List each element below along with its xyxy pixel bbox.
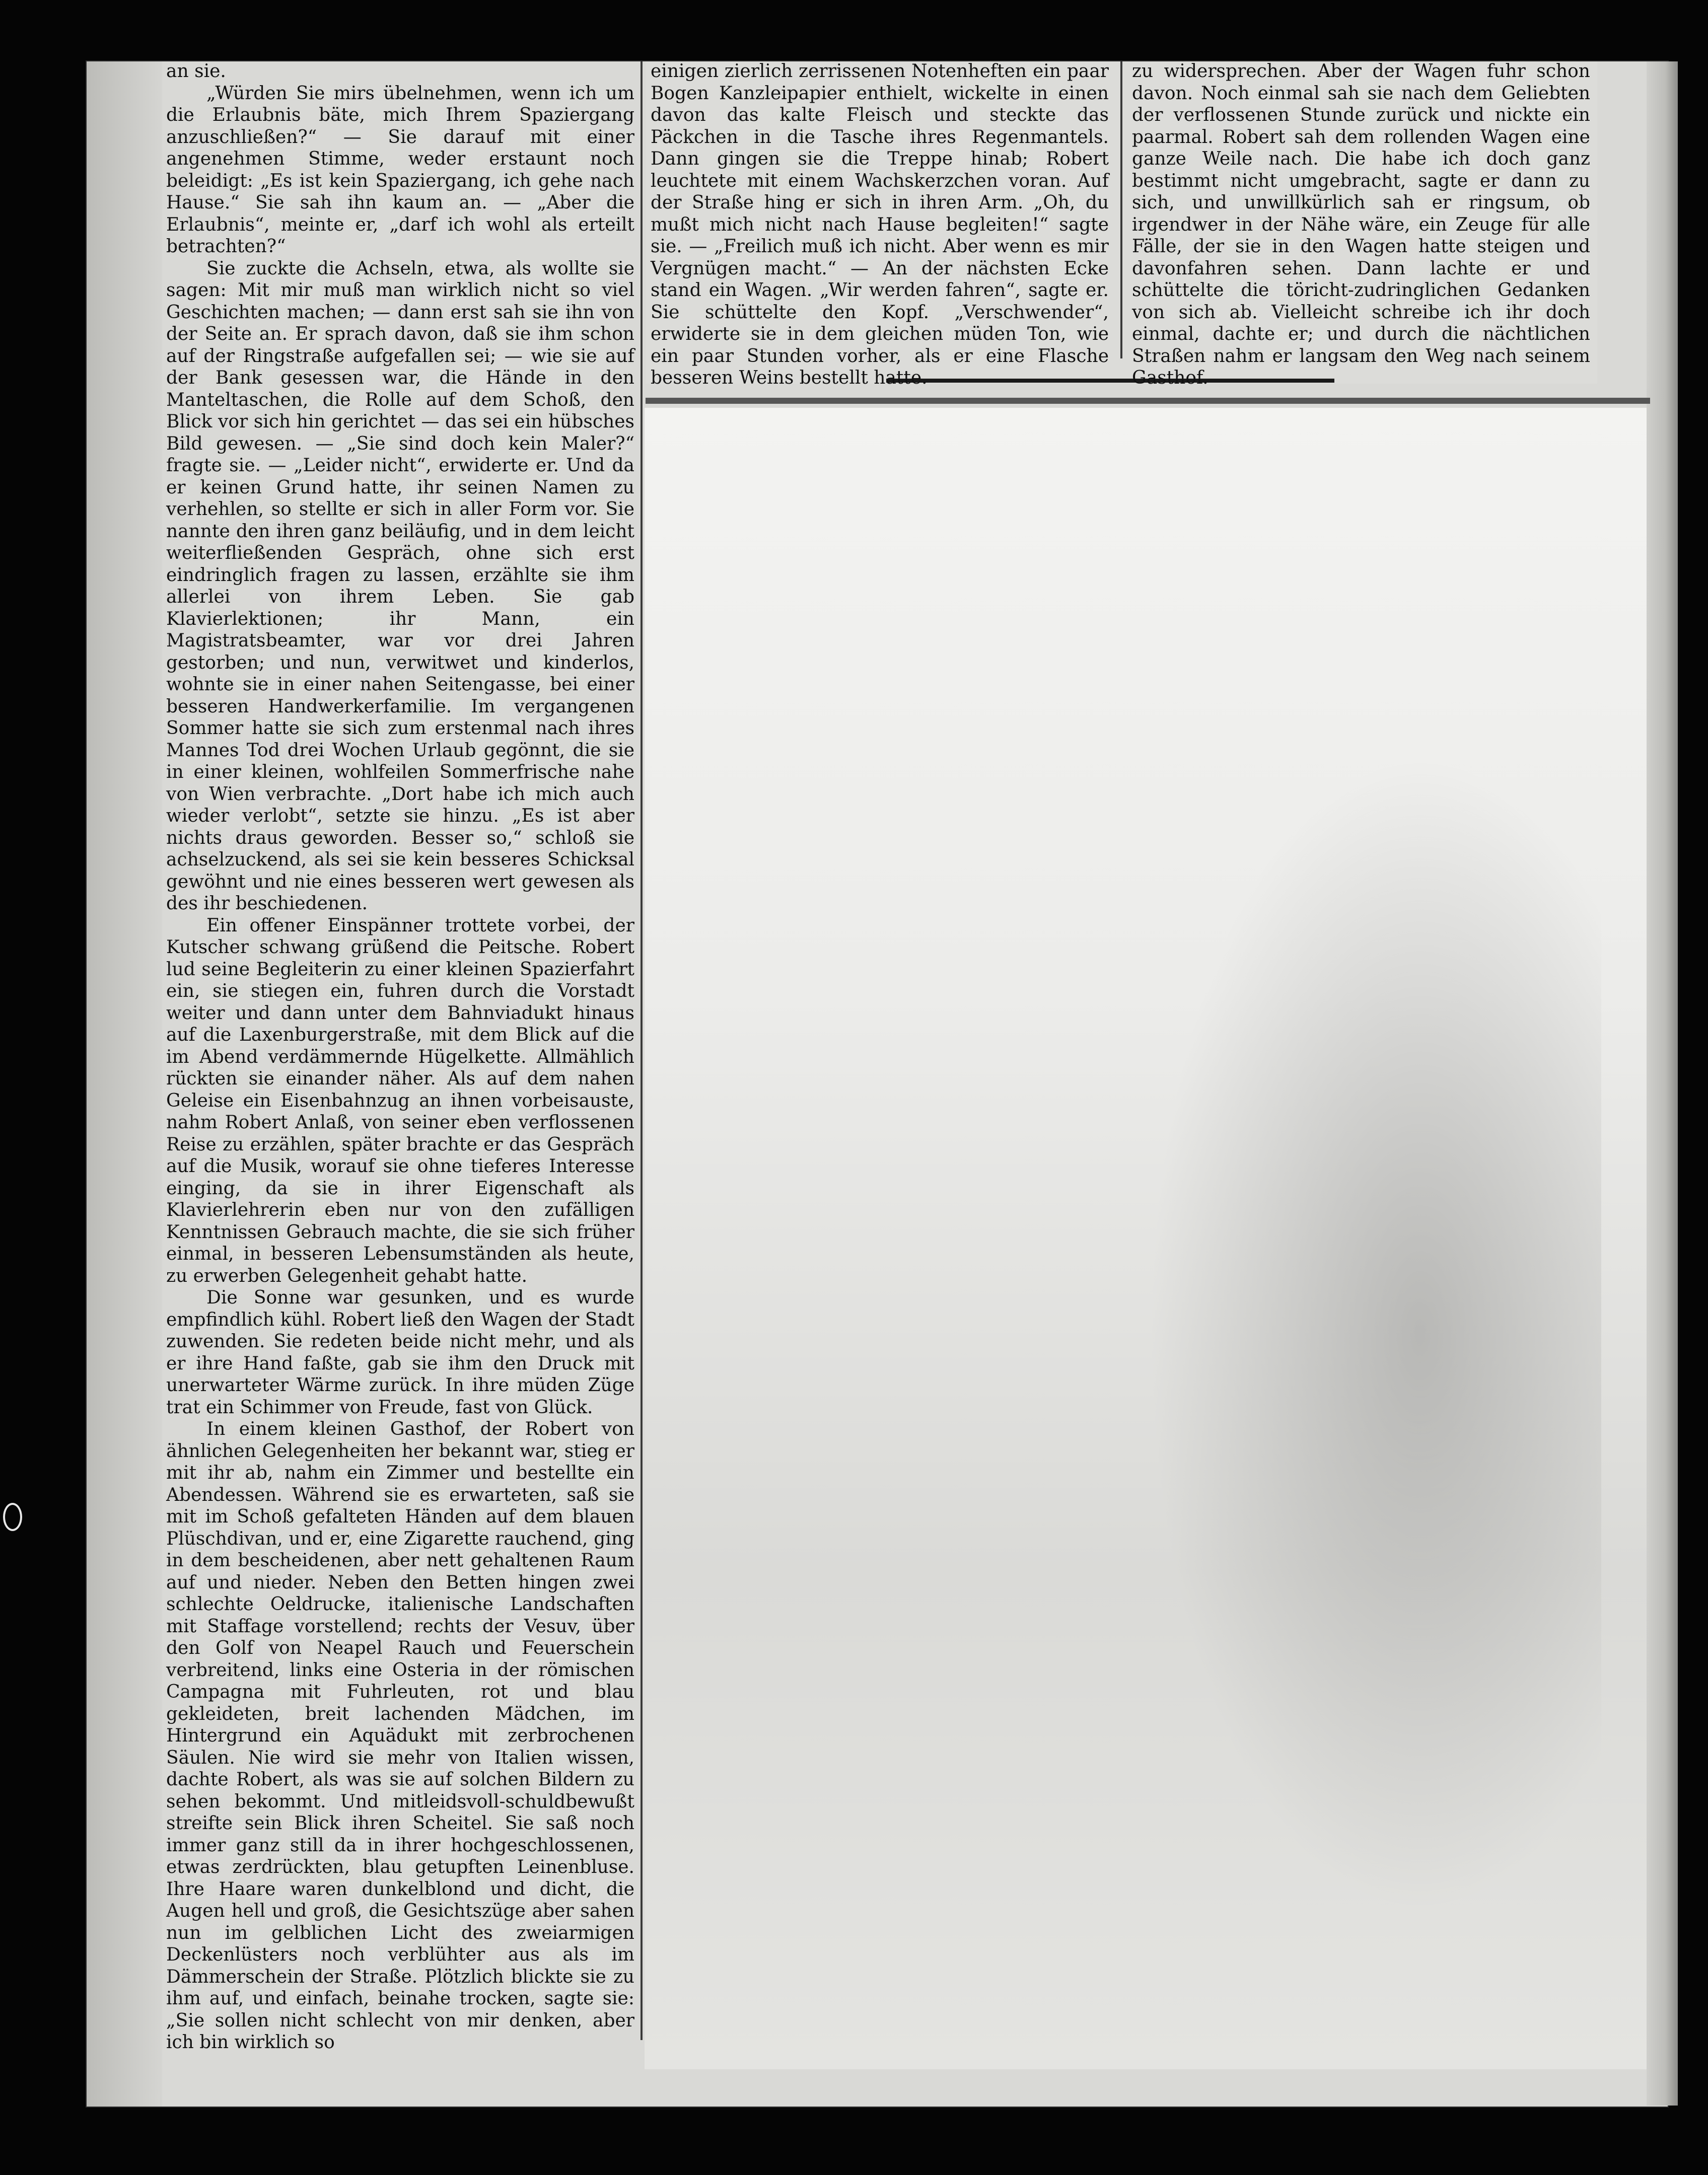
paragraph: Die Sonne war gesunken, und es wurde empfindlich kühl. Robert ließ den Wagen der Stadt zuwenden. Sie redeten beide nicht mehr, und als er ihre Hand faßte, gab sie ihm den Druck mit unerwarteter Wärme zurück. In ihre müden Züge trat ein Schimmer von Freude, fast von Glück.: [166, 1287, 634, 1418]
paragraph: an sie.: [166, 61, 226, 82]
paper-stain: [1148, 755, 1601, 1913]
page-margin: [87, 61, 162, 2107]
column-divider: [640, 61, 643, 2040]
page-edge: [1647, 61, 1678, 2106]
left-text-column: [166, 60, 634, 2054]
film-frame-mark: [3, 1503, 22, 1531]
paragraph: Sie zuckte die Achseln, etwa, als wollte sie sagen: Mit mir muß man wirklich nicht so viel Geschichten machen; — dann erst sah sie ihn von der Seite an. Er sprach davon, daß sie ihm schon auf der Ringstraße aufgefallen sei; — wie sie auf der Bank gesessen war, die Hände in den Manteltaschen, die Rolle auf dem Schoß, den Blick vor sich hin gerichtet — das sei ein hübsches Bild gewesen. — „Sie sind doch kein Maler?“ fragte sie. — „Leider nicht“, erwiderte er. Und da er keinen Grund hatte, ihr seinen Namen zu verhehlen, so stellte er sich in aller Form vor. Sie nannte den ihren ganz beiläufig, und in dem leicht weiterfließenden Gespräch, ohne sich erst eindringlich fragen zu lassen, erzählte sie ihm allerlei von ihrem Leben. Sie gab Klavierlektionen; ihr Mann, ein Magistratsbeamter, war vor drei Jahren gestorben; und nun, verwitwet und kinderlos, wohnte sie in einer nahen Seitengasse, bei einer besseren Handwerkerfamilie. Im vergangenen Sommer hatte sie sich zum erstenmal nach ihres Mannes Tod drei Wochen Urlaub gegönnt, die sie in einer kleinen, wohlfeilen Sommerfrische nahe von Wien verbrachte. „Dort habe ich mich auch wieder verlobt“, setzte sie hinzu. „Es ist aber nichts draus geworden. Besser so,“ schloß sie achselzuckend, als sei sie kein besseres Schicksal gewöhnt und nie eines besseren wert gewesen als des ihr beschiedenen.: [166, 258, 634, 914]
paragraph: zu widersprechen. Aber der Wagen fuhr schon davon. Noch einmal sah sie nach dem Geliebten der verflossenen Stunde zurück und nickte ein paarmal. Robert sah dem rollenden Wagen eine ganze Weile nach. Die habe ich doch ganz bestimmt nicht umgebracht, sagte er dann zu sich, und unwillkürlich sah er ringsum, ob irgendwer in der Nähe wäre, ein Zeuge für alle Fälle, der sie in den Wagen hatte steigen und davonfahren sehen. Dann lachte er und schüttelte die töricht-zudringlichen Gedanken von sich ab. Vielleicht schreibe ich ihr doch einmal, dachte er; und durch die nächtlichen Straßen nahm er langsam den Weg nach seinem Gasthof.: [1132, 61, 1590, 388]
paragraph: Ein offener Einspänner trottete vorbei, der Kutscher schwang grüßend die Peitsche. Robert lud seine Begleiterin zu einer kleinen Spazierfahrt ein, sie stiegen ein, fuhren durch die Vorstadt weiter und dann unter dem Bahnviadukt hinaus auf die Laxenburgerstraße, mit dem Blick auf die im Abend verdämmernde Hügelkette. Allmählich rückten sie einander näher. Als auf dem nahen Geleise ein Eisenbahnzug an ihnen vorbeisauste, nahm Robert Anlaß, von seiner eben verflossenen Reise zu erzählen, später brachte er das Gespräch auf die Musik, worauf sie ohne tieferes Interesse einging, da sie in ihrer Eigenschaft als Klavierlehrerin eben nur von den zufälligen Kenntnissen Gebrauch machte, die sie sich früher einmal, in besseren Lebensumständen als heute, zu erwerben Gelegenheit gehabt hatte.: [166, 915, 634, 1286]
paragraph: „Würden Sie mirs übelnehmen, wenn ich um die Erlaubnis bäte, mich Ihrem Spaziergang anzuschließen?“ — Sie darauf mit einer angenehmen Stimme, weder erstaunt noch beleidigt: „Es ist kein Spaziergang, ich gehe nach Hause.“ Sie sah ihn kaum an. — „Aber die Erlaubnis“, meinte er, „darf ich wohl als erteilt betrachten?“: [166, 83, 634, 257]
paragraph: einigen zierlich zerrissenen Notenheften ein paar Bogen Kanzleipapier enthielt, wickelte in einen davon das kalte Fleisch und steckte das Päckchen in die Tasche ihres Regenmantels. Dann gingen sie die Treppe hinab; Robert leuchtete mit einem Wachskerzchen voran. Auf der Straße hing er sich in ihren Arm. „Oh, du mußt mich nicht nach Hause begleiten!“ sagte sie. — „Freilich muß ich nicht. Aber wenn es mir Vergnügen macht.“ — An der nächsten Ecke stand ein Wagen. „Wir werden fahren“, sagte er. Sie schüttelte den Kopf. „Verschwender“, erwiderte sie in dem gleichen müden Ton, wie ein paar Stunden vorher, als er eine Flasche besseren Weins bestellt hatte.: [651, 61, 1109, 388]
paragraph: In einem kleinen Gasthof, der Robert von ähnlichen Gelegenheiten her bekannt war, stieg er mit ihr ab, nahm ein Zimmer und bestellte ein Abendessen. Während sie es erwarteten, saß sie mit im Schoß gefalteten Händen auf dem blauen Plüschdivan, und er, eine Zigarette rauchend, ging in dem bescheidenen, aber nett gehaltenen Raum auf und nieder. Neben den Betten hingen zwei schlechte Oeldrucke, italienische Landschaften mit Staffage vorstellend; rechts der Vesuv, über den Golf von Neapel Rauch und Feuerschein verbreitend, links eine Osteria in der römischen Campagna mit Fuhrleuten, rot und blau gekleideten, breit lachenden Mädchen, im Hintergrund ein Aquädukt mit zerbrochenen Säulen. Nie wird sie mehr von Italien wissen, dachte Robert, als was sie auf solchen Bildern zu sehen bekommt. Und mitleidsvoll-schuldbewußt streifte sein Blick ihren Scheitel. Sie saß noch immer ganz still da in ihrer hochgeschlossenen, etwas zerdrückten, blau getupften Leinenbluse. Ihre Haare waren dunkelblond und dicht, die Augen hell und groß, die Gesichtszüge aber sahen nun im gelblichen Licht des zweiarmigen Deckenlüsters noch verblühter aus als im Dämmerschein der Straße. Plötzlich blickte sie zu ihm auf, und einfach, beinahe trocken, sagte sie: „Sie sollen nicht schlecht von mir denken, aber ich bin wirklich so: [166, 1419, 634, 2053]
clipping-border-rule: [646, 398, 1650, 404]
middle-text-column: [651, 60, 1109, 389]
column-divider: [1120, 61, 1122, 358]
right-text-column: [1132, 60, 1590, 389]
